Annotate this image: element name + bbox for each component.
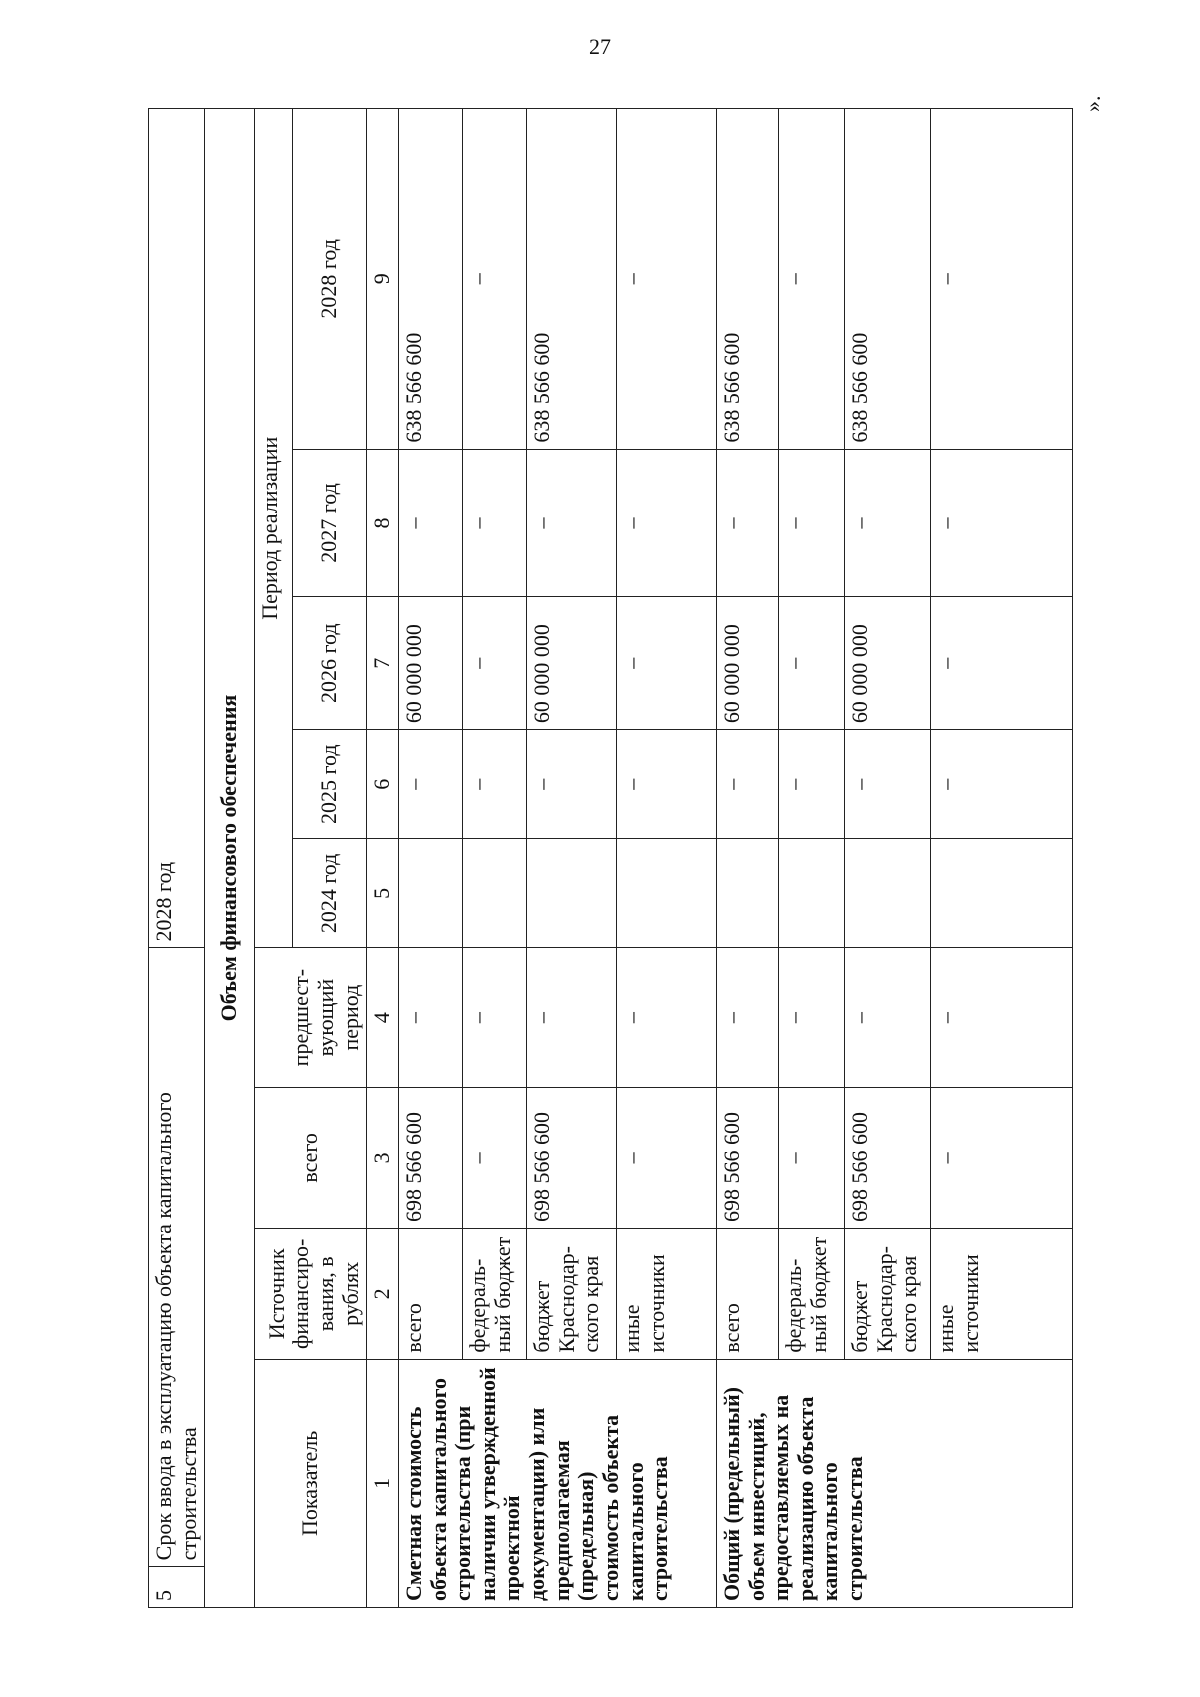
source-cell: федераль-ный бюджет	[778, 1229, 844, 1360]
header-year: 2026 год	[293, 597, 367, 730]
value-cell	[462, 839, 526, 948]
col-num: 7	[367, 597, 399, 730]
col-num: 2	[367, 1229, 399, 1360]
row5	[149, 109, 205, 1608]
value-cell	[930, 839, 1072, 948]
value-cell	[716, 839, 778, 948]
value-cell: –	[616, 109, 716, 450]
value-cell: –	[526, 449, 616, 597]
value-cell: –	[778, 597, 844, 730]
value-cell: –	[844, 948, 930, 1087]
source-cell: иные источники	[616, 1229, 716, 1360]
value-cell: 698 566 600	[716, 1087, 778, 1228]
header-year: 2027 год	[293, 449, 367, 597]
value-cell: –	[462, 1087, 526, 1228]
value-cell: –	[930, 597, 1072, 730]
value-cell: 638 566 600	[398, 109, 462, 450]
section-title: Объем финансового обеспечения	[205, 109, 255, 1608]
value-cell: –	[930, 449, 1072, 597]
col-num: 3	[367, 1087, 399, 1228]
source-cell: бюджет Краснодар-ского края	[526, 1229, 616, 1360]
col-num: 8	[367, 449, 399, 597]
value-cell: –	[930, 109, 1072, 450]
value-cell	[398, 839, 462, 948]
indicator-cell: Общий (предельный) объем инвестиций, предоставляемых на реализацию объекта капитального строительства	[716, 1359, 1072, 1607]
value-cell: 638 566 600	[526, 109, 616, 450]
header-indicator: Показатель	[255, 1359, 367, 1607]
col-num: 6	[367, 730, 399, 839]
header-year: 2025 год	[293, 730, 367, 839]
value-cell: –	[778, 449, 844, 597]
value-cell: –	[778, 948, 844, 1087]
value-cell: –	[526, 730, 616, 839]
value-cell: –	[930, 730, 1072, 839]
header-source: Источник финансиро-вания, в рублях	[255, 1229, 367, 1360]
closing-mark: ».	[1080, 95, 1105, 112]
value-cell: 698 566 600	[398, 1087, 462, 1228]
value-cell	[616, 839, 716, 948]
source-cell: бюджет Краснодар-ского края	[844, 1229, 930, 1360]
source-cell: иные источники	[930, 1229, 1072, 1360]
header-year: 2028 год	[293, 109, 367, 450]
financing-table	[148, 108, 1073, 1608]
header-numbers-row	[367, 109, 399, 1608]
value-cell: –	[462, 449, 526, 597]
value-cell: –	[462, 948, 526, 1087]
value-cell: –	[462, 730, 526, 839]
source-cell: всего	[716, 1229, 778, 1360]
col-num: 1	[367, 1359, 399, 1607]
value-cell: –	[616, 730, 716, 839]
col-num: 9	[367, 109, 399, 450]
value-cell: 60 000 000	[398, 597, 462, 730]
value-cell: 638 566 600	[844, 109, 930, 450]
table-row	[716, 109, 778, 1608]
value-cell	[844, 839, 930, 948]
indicator-cell: Сметная стоимость объекта капитального строительства (при наличии утвержденной проектной документации) или предполагаемая (предельная) стоимость объекта капитального строительства	[398, 1359, 716, 1607]
header-prev: предшест-вующий период	[255, 948, 367, 1087]
row5-label: Срок ввода в эксплуатацию объекта капитального строительства	[149, 948, 205, 1567]
value-cell: –	[616, 597, 716, 730]
row5-value: 2028 год	[149, 109, 205, 949]
value-cell: 698 566 600	[526, 1087, 616, 1228]
value-cell: –	[930, 948, 1072, 1087]
section-title-row	[205, 109, 255, 1608]
header-year: 2024 год	[293, 839, 367, 948]
col-num: 4	[367, 948, 399, 1087]
rotated-table-wrapper	[148, 108, 1073, 1608]
value-cell: –	[844, 730, 930, 839]
value-cell: –	[526, 948, 616, 1087]
header-total: всего	[255, 1087, 367, 1228]
source-cell: всего	[398, 1229, 462, 1360]
value-cell: 698 566 600	[844, 1087, 930, 1228]
row5-num: 5	[149, 1567, 205, 1608]
value-cell: –	[778, 730, 844, 839]
header-row-1	[255, 109, 293, 1608]
col-num: 5	[367, 839, 399, 948]
value-cell: –	[844, 449, 930, 597]
value-cell: 60 000 000	[526, 597, 616, 730]
value-cell: 60 000 000	[844, 597, 930, 730]
value-cell: –	[716, 948, 778, 1087]
page-number: 27	[589, 34, 611, 59]
source-cell: федераль-ный бюджет	[462, 1229, 526, 1360]
value-cell: –	[616, 948, 716, 1087]
value-cell	[778, 839, 844, 948]
value-cell: –	[616, 449, 716, 597]
value-cell: –	[462, 597, 526, 730]
value-cell: –	[716, 730, 778, 839]
value-cell: –	[930, 1087, 1072, 1228]
value-cell: –	[398, 449, 462, 597]
value-cell	[526, 839, 616, 948]
value-cell: 60 000 000	[716, 597, 778, 730]
header-period: Период реализации	[255, 109, 293, 949]
value-cell: –	[462, 109, 526, 450]
value-cell: 638 566 600	[716, 109, 778, 450]
value-cell: –	[778, 109, 844, 450]
value-cell: –	[778, 1087, 844, 1228]
value-cell: –	[398, 730, 462, 839]
value-cell: –	[716, 449, 778, 597]
table-row	[398, 109, 462, 1608]
value-cell: –	[398, 948, 462, 1087]
value-cell: –	[616, 1087, 716, 1228]
